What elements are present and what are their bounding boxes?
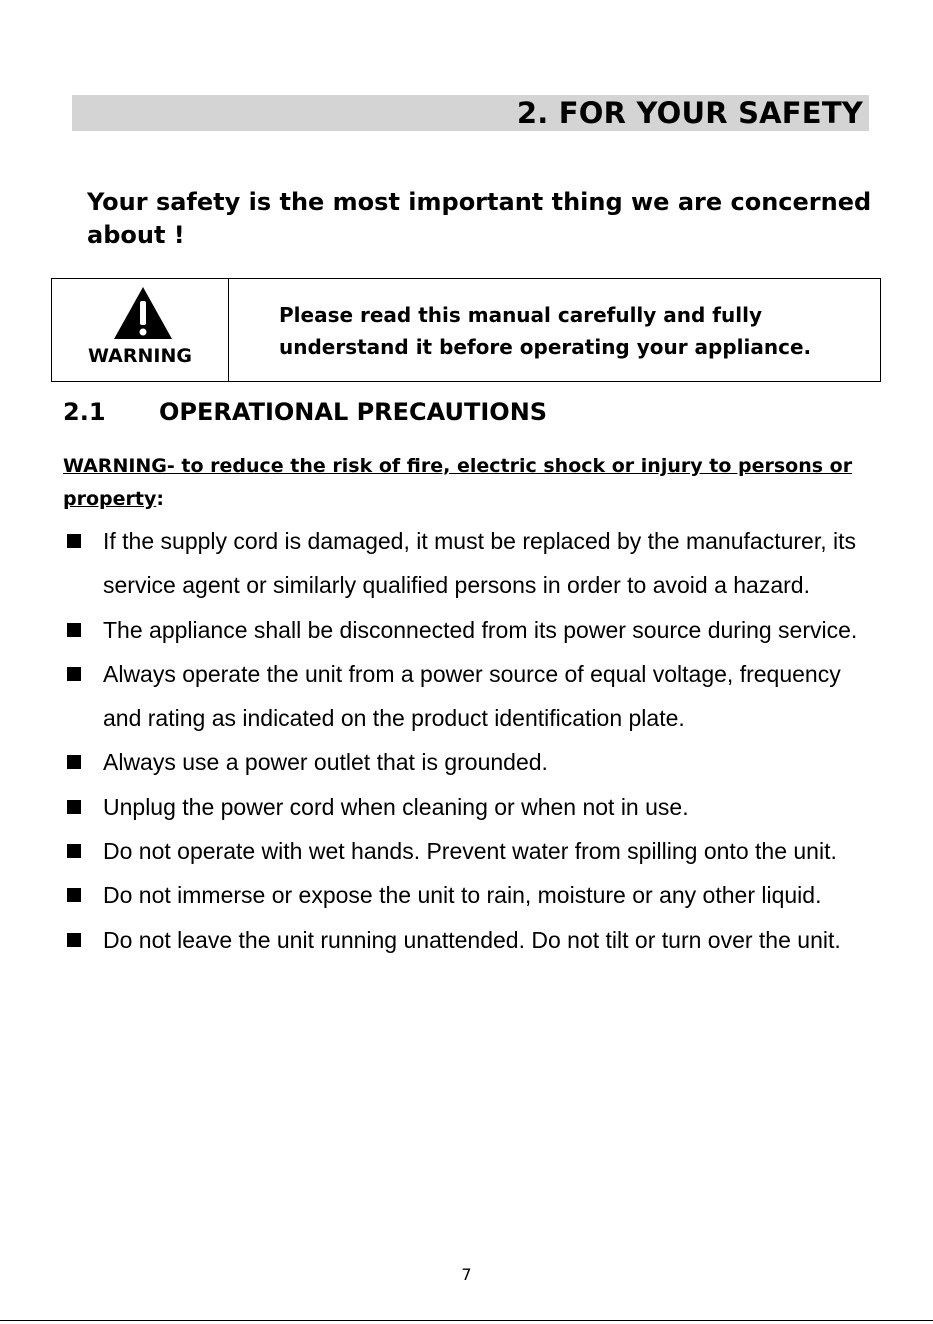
- warning-lead-underlined: WARNING- to reduce the risk of fire, electric shock or injury to persons or property: [63, 455, 853, 510]
- list-item-text: Do not leave the unit running unattended. Do not tilt or turn over the unit.: [103, 926, 841, 953]
- warning-message-line: understand it before operating your appliance.: [279, 335, 812, 359]
- square-bullet-icon: [67, 623, 81, 637]
- square-bullet-icon: [67, 667, 81, 681]
- list-item-text: The appliance shall be disconnected from its power source during service.: [103, 616, 858, 643]
- warning-triangle-icon: [112, 285, 174, 341]
- warning-message: [279, 299, 869, 363]
- warning-lead: [63, 450, 863, 516]
- section-heading: [63, 398, 547, 426]
- square-bullet-icon: [67, 534, 81, 548]
- warning-message-line: Please read this manual carefully and fully: [279, 303, 762, 327]
- chapter-title: 2. FOR YOUR SAFETY: [516, 96, 863, 130]
- warning-lead-colon: :: [156, 488, 164, 510]
- precautions-list: [63, 519, 883, 962]
- warning-box: [51, 278, 881, 382]
- bottom-rule: [0, 1320, 933, 1321]
- list-item: [63, 608, 883, 652]
- list-item-text: Do not immerse or expose the unit to rain, moisture or any other liquid.: [103, 882, 822, 909]
- list-item: [63, 519, 883, 608]
- list-item: [63, 918, 883, 962]
- list-item: [63, 873, 883, 917]
- warning-symbol-cell: [52, 279, 229, 381]
- list-item-text: Always operate the unit from a power source of equal voltage, frequency and rating as indicated on the product identification plate.: [103, 660, 841, 732]
- list-item-text: Do not operate with wet hands. Prevent water from spilling onto the unit.: [103, 838, 837, 865]
- square-bullet-icon: [67, 933, 81, 947]
- list-item: [63, 829, 883, 873]
- page-number: 7: [461, 1265, 472, 1284]
- list-item-text: If the supply cord is damaged, it must be replaced by the manufacturer, its service agent or similarly qualified persons in order to avoid a hazard.: [103, 528, 857, 599]
- section-header-bar: [72, 95, 869, 131]
- list-item: [63, 785, 883, 829]
- list-item-text: Unplug the power cord when cleaning or when not in use.: [103, 793, 689, 820]
- section-number: 2.1: [63, 398, 106, 426]
- list-item: [63, 652, 883, 741]
- list-item-text: Always use a power outlet that is grounded.: [103, 749, 548, 776]
- list-item: [63, 740, 883, 784]
- square-bullet-icon: [67, 755, 81, 769]
- intro-statement: Your safety is the most important thing we are concerned about !: [87, 188, 872, 249]
- section-title: OPERATIONAL PRECAUTIONS: [159, 398, 548, 426]
- square-bullet-icon: [67, 800, 81, 814]
- square-bullet-icon: [67, 888, 81, 902]
- square-bullet-icon: [67, 844, 81, 858]
- warning-label: WARNING: [88, 345, 192, 367]
